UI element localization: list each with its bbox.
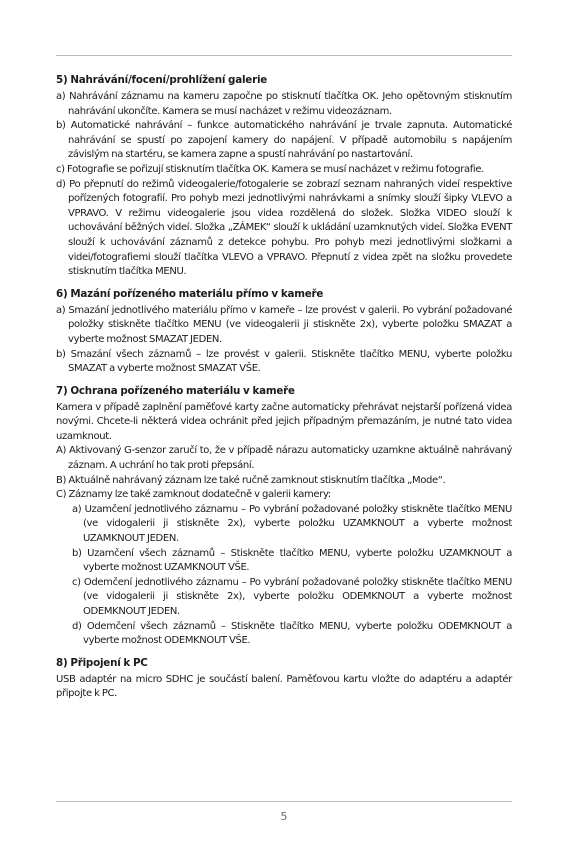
page-content: [56, 73, 512, 709]
section-6-heading: 6) Mazání pořízeného materiálu přímo v kameře: [56, 287, 324, 300]
top-divider: [56, 55, 512, 56]
section-8-body: USB adaptér na micro SDHC je součástí balení. Paměťovou kartu vložte do adaptéru a adaptér připojte k PC.: [56, 673, 512, 700]
section-5-heading: 5) Nahrávání/focení/prohlížení galerie: [56, 74, 268, 86]
section-7-subitem-b: b) Uzamčení všech záznamů – Stiskněte tlačítko MENU, vyberte položku UZAMKNOUT a vyberte možnost UZAMKNOUT VŠE.: [72, 547, 512, 574]
section-7-heading: 7) Ochrana pořízeného materiálu v kameře: [56, 384, 295, 397]
section-7: [56, 384, 512, 649]
bottom-divider: [56, 801, 512, 802]
section-7-subitem-c: c) Odemčení jednotlivého záznamu – Po vybrání požadované položky stiskněte tlačítko MENU (ve vidogalerii ji stiskněte 2x), vyberte položku ODEMKNOUT a vyberte možnost ODEMKNOUT JEDEN.: [72, 576, 512, 617]
section-7-item-B: B) Aktuálně nahrávaný záznam lze také ručně zamknout stisknutím tlačítka „Mode“.: [56, 474, 446, 486]
section-7-item-C: C) Záznamy lze také zamknout dodatečně v galerii kamery:: [56, 489, 331, 501]
section-7-subitem-d: d) Odemčení všech záznamů – Stiskněte tlačítko MENU, vyberte položku ODEMKNOUT a vyberte možnost ODEMKNOUT VŠE.: [72, 620, 512, 647]
section-5: [56, 73, 512, 280]
section-7-subitem-a: a) Uzamčení jednotlivého záznamu – Po vybrání požadované položky stiskněte tlačítko MENU (ve vidogalerii ji stiskněte 2x), vyberte položku UZAMKNOUT a vyberte možnost UZAMKNOUT JEDEN.: [72, 503, 512, 545]
section-5-item-c: c) Fotografie se pořizují stisknutím tlačítka OK. Kamera se musí nacházet v režimu fotografie.: [56, 163, 484, 175]
section-7-item-A: A) Aktivovaný G-senzor zaručí to, že v případě nárazu automaticky uzamkne aktuálně nahrávaný záznam. A uchrání ho tak proti přepsání.: [56, 445, 512, 472]
section-5-item-a: a) Nahrávání záznamu na kameru započne po stisknutí tlačítka OK. Jeho opětovným stisknutím nahrávání ukončíte. Kamera se musí nacházet v režimu videozáznam.: [56, 91, 512, 117]
section-8-heading: 8) Připojení k PC: [56, 656, 148, 669]
section-8: [56, 656, 512, 702]
section-6: [56, 287, 512, 377]
section-5-item-d: d) Po přepnutí do režimů videogalerie/fotogalerie se zobrazí seznam nahraných videí respektive pořízených fotografií. Pro pohyb mezi jednotlivými nahrávkami a snímky slouží šipky VLEVO a VPRAVO. V režimu videogalerie jsou videa rozdělená do složek. Složka VIDEO slouží k uchovávání běžných videí. Složka „ZÁMEK“ slouží k ukládání uzamknutých videí. Složka EVENT slouží k uchovávání záznamů z detekce pohybu. Pro pohyb mezi jednotlivými složkami a videi/fotografiemi slouží tlačítka VLEVO a VPRAVO. Přepnutí z videa zpět na složku provedete stisknutím tlačítka MENU.: [56, 178, 512, 278]
section-6-item-b: b) Smazání všech záznamů – lze provést v galerii. Stiskněte tlačítko MENU, vyberte položku SMAZAT a vyberte možnost SMAZAT VŠE.: [56, 348, 512, 375]
section-5-item-b: b) Automatické nahrávání – funkce automatického nahrávání je trvale zapnuta. Automatické nahrávání se spustí po zapojení kamery do napájení. V případě automobilu s napájením závislým na startéru, se kamera zapne a spustí nahrávání po nastartování.: [56, 120, 512, 161]
page-number: 5: [280, 810, 288, 823]
section-7-intro: Kamera v případě zaplnění paměťové karty začne automaticky přehrávat nejstarší pořízená videa novými. Chcete-li některá videa ochránit před jejich případným přemazáním, je nutné tato videa uzamknout.: [56, 401, 512, 442]
section-6-item-a: a) Smazání jednotlivého materiálu přímo v kameře – lze provést v galerii. Po vybrání požadované položky stiskněte tlačítko MENU (ve videogalerii ji stiskněte 2x), vyberte položku SMAZAT a vyberte možnost SMAZAT JEDEN.: [56, 304, 512, 345]
